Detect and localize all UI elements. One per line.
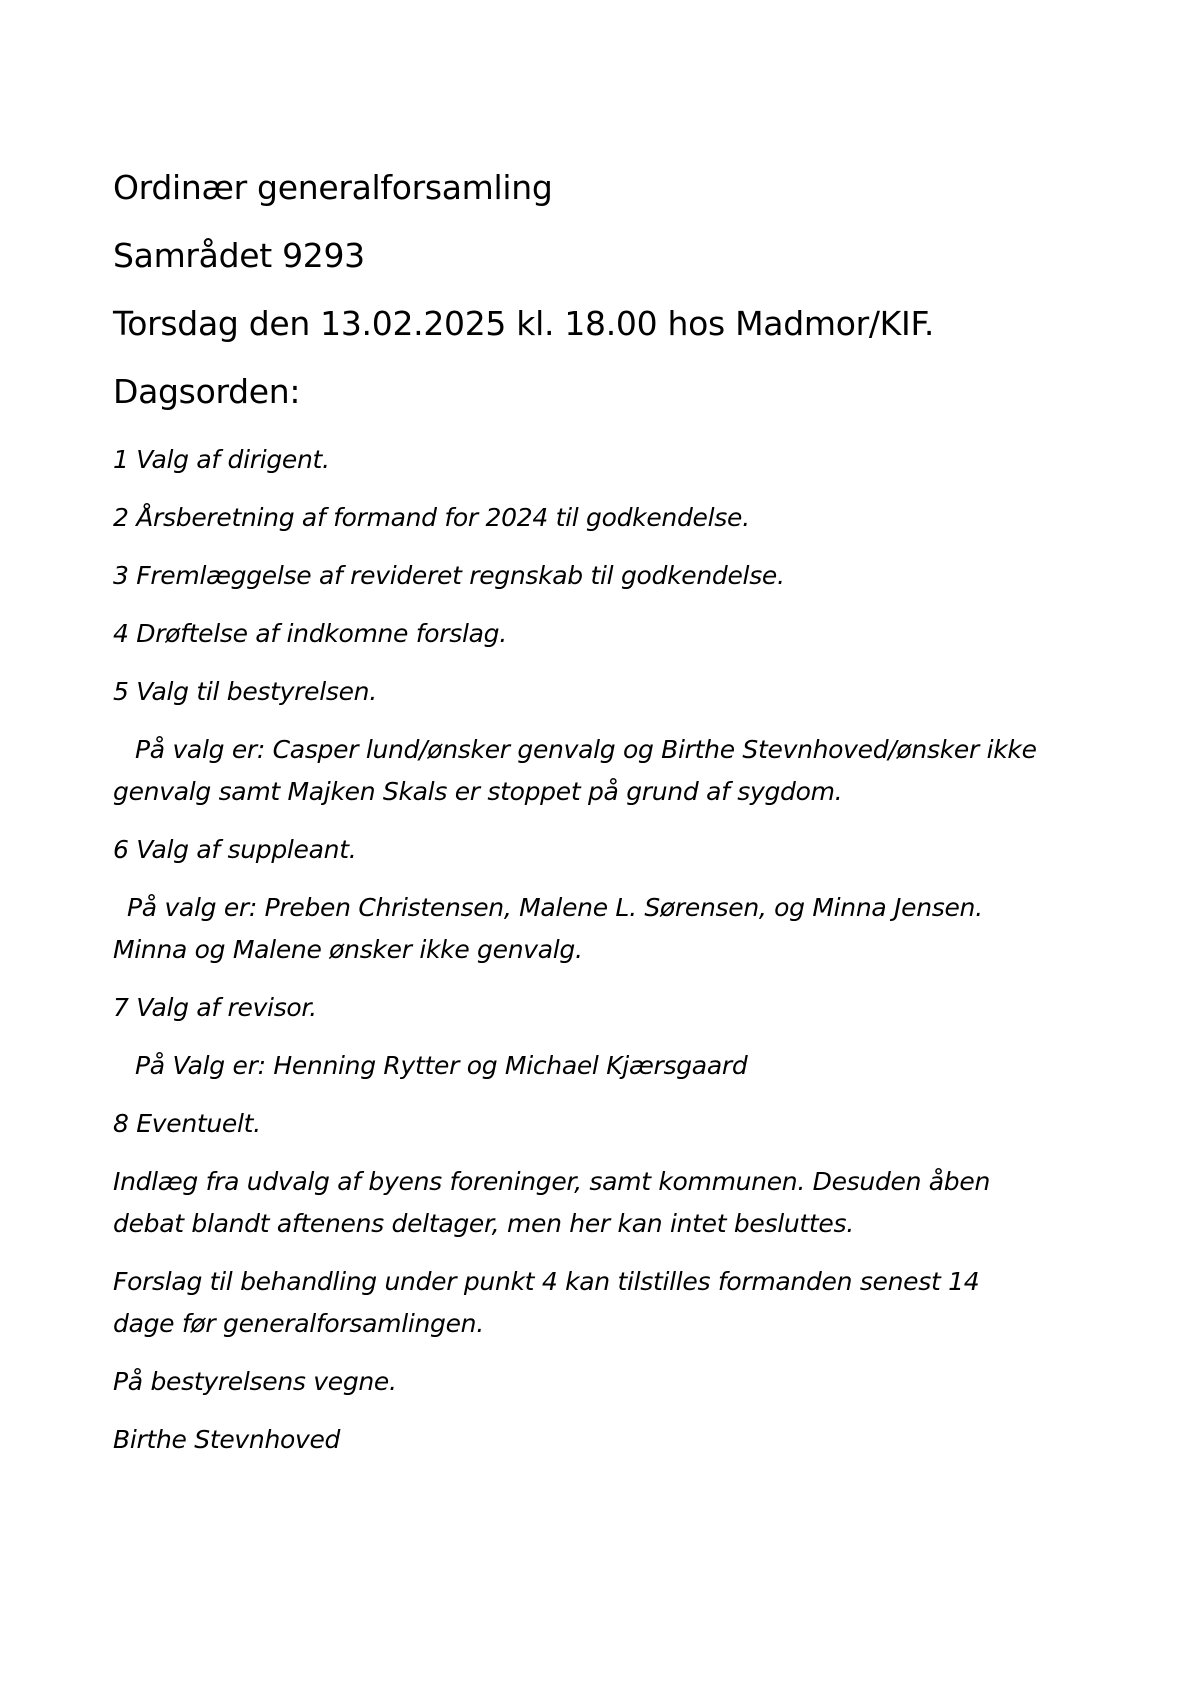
- organization-name: Samrådet 9293: [113, 236, 365, 275]
- agenda-item-3: 3 Fremlæggelse af revideret regnskab til godkendelse.: [113, 561, 785, 590]
- agenda-item-6: 6 Valg af suppleant.: [113, 835, 357, 864]
- info-paragraph-2-line2: dage før generalforsamlingen.: [113, 1309, 484, 1338]
- agenda-item-7-note: På Valg er: Henning Rytter og Michael Kjærsgaard: [135, 1051, 748, 1080]
- agenda-item-6-note-line1: På valg er: Preben Christensen, Malene L. Sørensen, og Minna Jensen.: [127, 893, 983, 922]
- agenda-item-5-note-line2: genvalg samt Majken Skals er stoppet på grund af sygdom.: [113, 777, 843, 806]
- info-paragraph-2-line1: Forslag til behandling under punkt 4 kan tilstilles formanden senest 14: [113, 1267, 980, 1296]
- agenda-item-6-note-line2: Minna og Malene ønsker ikke genvalg.: [113, 935, 583, 964]
- info-paragraph-1-line2: debat blandt aftenens deltager, men her kan intet besluttes.: [113, 1209, 854, 1238]
- agenda-item-7: 7 Valg af revisor.: [113, 993, 317, 1022]
- info-paragraph-1-line1: Indlæg fra udvalg af byens foreninger, samt kommunen. Desuden åben: [113, 1167, 991, 1196]
- signature-name: Birthe Stevnhoved: [113, 1425, 341, 1454]
- agenda-item-4: 4 Drøftelse af indkomne forslag.: [113, 619, 507, 648]
- agenda-item-8: 8 Eventuelt.: [113, 1109, 261, 1138]
- closing-line: På bestyrelsens vegne.: [113, 1367, 397, 1396]
- meeting-date-line: Torsdag den 13.02.2025 kl. 18.00 hos Madmor/KIF.: [113, 304, 935, 343]
- agenda-item-2: 2 Årsberetning af formand for 2024 til godkendelse.: [113, 503, 750, 532]
- document-title: Ordinær generalforsamling: [113, 168, 553, 207]
- agenda-item-1: 1 Valg af dirigent.: [113, 445, 330, 474]
- agenda-heading: Dagsorden:: [113, 372, 301, 411]
- agenda-item-5: 5 Valg til bestyrelsen.: [113, 677, 377, 706]
- agenda-item-5-note-line1: På valg er: Casper lund/ønsker genvalg og Birthe Stevnhoved/ønsker ikke: [135, 735, 1037, 764]
